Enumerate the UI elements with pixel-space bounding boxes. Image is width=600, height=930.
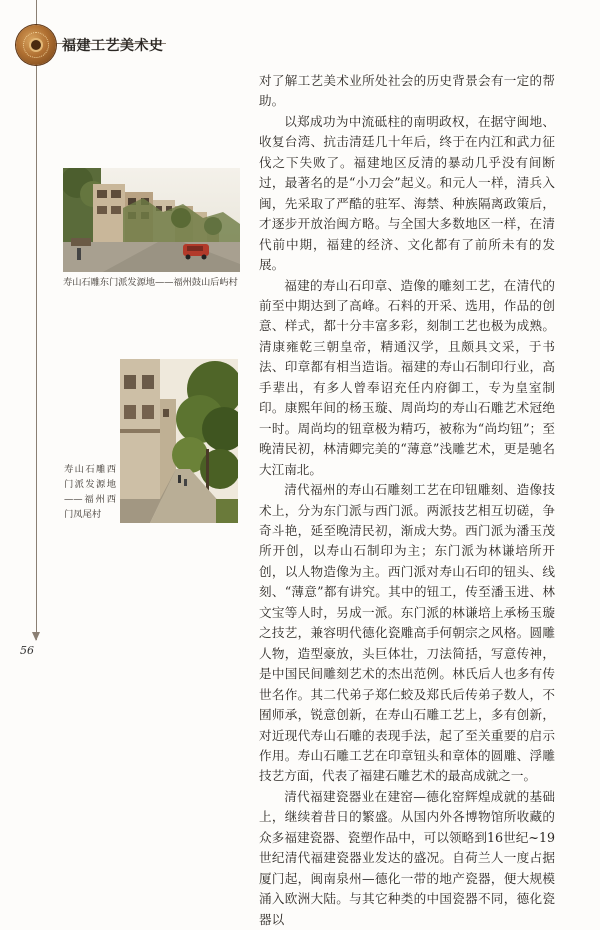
photo-caption: 寿山石雕东门派发源地——福州鼓山后屿村	[63, 277, 238, 288]
body-text	[259, 71, 555, 930]
paragraph: 对了解工艺美术业所处社会的历史背景会有一定的帮助。	[259, 73, 555, 109]
paragraph: 清代福建瓷器业在建窑—德化窑辉煌成就的基础上，继续着昔日的繁盛。从国内外各博物馆所收藏的众多福建瓷器、瓷塑作品中，可以领略到16世纪~19世纪清代福建瓷器业发达的盛况。自荷兰人一度占据厦门起，闽南泉州—德化一带的地产瓷器，便大规模涌入欧洲大陆。与其它种类的中国瓷器不同，德化瓷器以	[259, 788, 555, 927]
emblem-icon	[16, 25, 56, 65]
margin-rule	[36, 0, 37, 640]
book-title: 福建工艺美术史	[62, 38, 164, 54]
paragraph: 福建的寿山石印章、造像的雕刻工艺，在清代的前至中期达到了高峰。石料的开采、选用，作品的创意、样式，都十分丰富多彩，刻制工艺也极为成熟。清康雍乾三朝皇帝，精通汉学，且颇具文采，于书法、印章都有相当造诣。福建的寿山石制印行业，高手辈出，有多人曾奉诏充任内府御工，专为皇室制印。康熙年间的杨玉璇、周尚均的寿山石雕艺术冠绝一时。周尚均的钮章极为精巧，被称为“尚均钮”；至晚清民初，林清卿完美的“薄意”浅雕艺术，更是驰名大江南北。	[259, 277, 555, 477]
paragraph: 以郑成功为中流砥柱的南明政权，在据守闽地、收复台湾、抗击清廷几十年后，终于在内江和武力征伐之下失败了。福建地区反清的暴动几乎没有间断过，最著名的是“小刀会”起义。和元人一样，清兵入闽，先采取了严酷的驻军、海禁、种族隔离政策后，才逐步开放治闽方略。与全国大多数地区一样，在清代前中期，福建的经济、文化都有了前所未有的发展。	[259, 113, 555, 273]
page-number: 56	[20, 644, 34, 657]
photo-west-gate-village	[120, 359, 238, 523]
margin-rule-arrow	[32, 632, 40, 641]
photo-east-gate-village	[63, 168, 240, 272]
paragraph: 清代福州的寿山石雕刻工艺在印钮雕刻、造像技术上，分为东门派与西门派。两派技艺相互切磋，争奇斗艳，延至晚清民初，渐成大势。西门派为潘玉茂所开创，以寿山石制印为主；东门派为林谦培所开创，以人物造像为主。西门派对寿山石印的钮头、线刻、“薄意”都有讲究。其中的钮工，传至潘玉进、林文宝等人时，另成一派。东门派的林谦培上承杨玉璇之技艺，兼容明代德化瓷雕高手何朝宗之风格。圆雕人物，造型豪放，头巨体壮，刀法简括，写意传神，是中国民间雕刻艺术的杰出范例。林氏后人也多有传世名作。其二代弟子郑仁蛟及郑氏后传弟子数人，不囿师承，锐意创新，在寿山石雕工艺上，多有创新，对近现代寿山石雕的表现手法，起了至关重要的启示作用。寿山石雕工艺在印章钮头和章体的圆雕、浮雕技艺方面，代表了福建石雕艺术的最高成就之一。	[259, 482, 555, 784]
photo-caption: 寿山石雕西门派发源地——福州西门凤尾村	[64, 464, 116, 520]
